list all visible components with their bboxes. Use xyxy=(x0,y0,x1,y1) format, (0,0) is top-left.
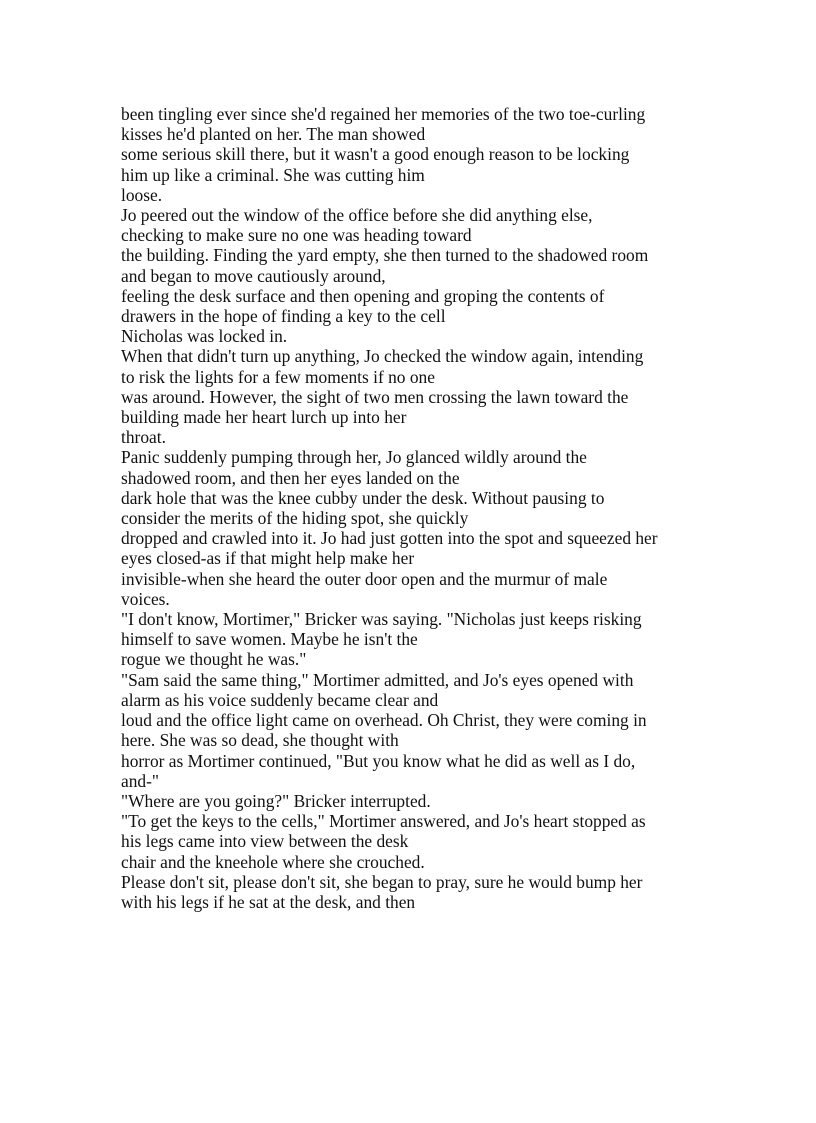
text-line: himself to save women. Maybe he isn't the xyxy=(121,629,418,650)
document-page xyxy=(121,104,701,912)
text-line: loose. xyxy=(121,184,163,205)
text-line: "To get the keys to the cells," Mortimer answered, and Jo's heart stopped as xyxy=(121,811,646,832)
text-line: the building. Finding the yard empty, she then turned to the shadowed room xyxy=(121,245,649,266)
text-line: dark hole that was the knee cubby under the desk. Without pausing to xyxy=(121,487,605,508)
text-line: "Where are you going?" Bricker interrupted. xyxy=(121,790,431,811)
text-line: rogue we thought he was." xyxy=(121,649,307,670)
text-line: Please don't sit, please don't sit, she began to pray, sure he would bump her xyxy=(121,871,643,892)
text-line: When that didn't turn up anything, Jo checked the window again, intending xyxy=(121,346,644,367)
text-line: with his legs if he sat at the desk, and then xyxy=(121,891,416,912)
text-line: invisible-when she heard the outer door open and the murmur of male xyxy=(121,568,608,589)
text-line: Panic suddenly pumping through her, Jo glanced wildly around the xyxy=(121,447,587,468)
text-line: some serious skill there, but it wasn't a good enough reason to be locking xyxy=(121,144,630,165)
text-line: chair and the kneehole where she crouched. xyxy=(121,851,425,872)
text-line: voices. xyxy=(121,588,170,609)
text-line: throat. xyxy=(121,427,166,448)
text-line: "I don't know, Mortimer," Bricker was saying. "Nicholas just keeps risking xyxy=(121,609,642,630)
text-line: feeling the desk surface and then opening and groping the contents of xyxy=(121,285,605,306)
text-line: was around. However, the sight of two men crossing the lawn toward the xyxy=(121,386,629,407)
text-line: alarm as his voice suddenly became clear and xyxy=(121,689,439,710)
text-line: Jo peered out the window of the office before she did anything else, xyxy=(121,205,593,226)
text-line: his legs came into view between the desk xyxy=(121,831,409,852)
text-line: "Sam said the same thing," Mortimer admitted, and Jo's eyes opened with xyxy=(121,669,634,690)
text-line: here. She was so dead, she thought with xyxy=(121,730,399,751)
text-line: Nicholas was locked in. xyxy=(121,326,288,347)
text-line: and-" xyxy=(121,770,159,791)
text-line: and began to move cautiously around, xyxy=(121,265,386,286)
text-line: horror as Mortimer continued, "But you know what he did as well as I do, xyxy=(121,750,636,771)
text-line: to risk the lights for a few moments if no one xyxy=(121,366,435,387)
text-line: dropped and crawled into it. Jo had just gotten into the spot and squeezed her xyxy=(121,528,658,549)
text-line: loud and the office light came on overhead. Oh Christ, they were coming in xyxy=(121,710,647,731)
text-line: him up like a criminal. She was cutting him xyxy=(121,164,425,185)
text-line: been tingling ever since she'd regained her memories of the two toe-curling xyxy=(121,104,646,124)
text-line: building made her heart lurch up into her xyxy=(121,407,407,428)
text-line: checking to make sure no one was heading toward xyxy=(121,225,472,246)
text-line: consider the merits of the hiding spot, she quickly xyxy=(121,508,469,529)
text-line: kisses he'd planted on her. The man showed xyxy=(121,124,426,145)
text-line: eyes closed-as if that might help make her xyxy=(121,548,415,569)
text-line: shadowed room, and then her eyes landed on the xyxy=(121,467,460,488)
text-line: drawers in the hope of finding a key to the cell xyxy=(121,306,446,327)
